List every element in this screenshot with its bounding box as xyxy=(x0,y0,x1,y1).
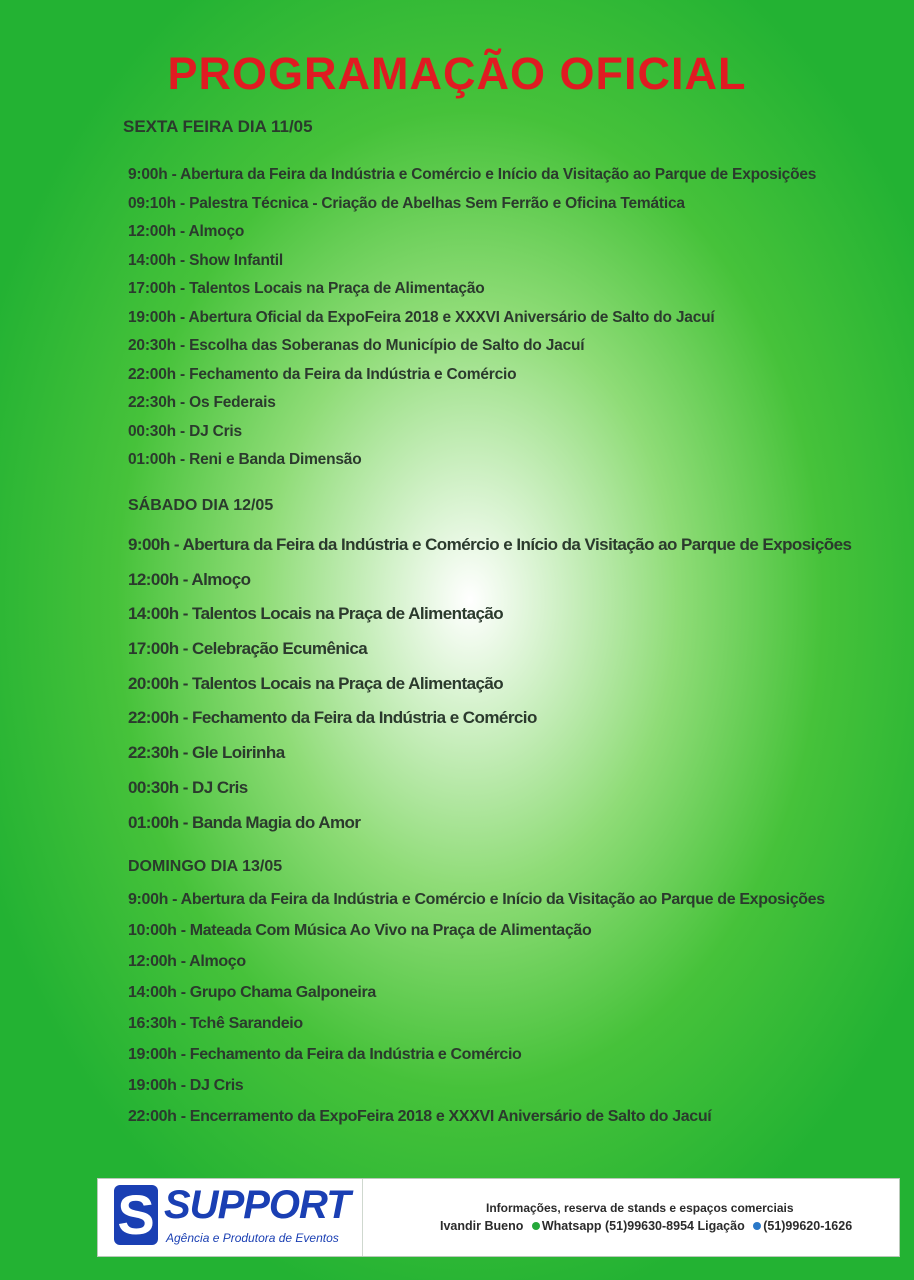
schedule-item: 16:30h - Tchê Sarandeio xyxy=(128,1015,303,1032)
day-heading-sunday: DOMINGO DIA 13/05 xyxy=(128,858,283,875)
page-title: PROGRAMAÇÃO OFICIAL xyxy=(167,48,747,99)
schedule-item: 22:30h - Os Federais xyxy=(128,394,276,411)
call-label: Ligação xyxy=(697,1219,745,1233)
schedule-item: 14:00h - Grupo Chama Galponeira xyxy=(128,984,376,1001)
schedule-item: 9:00h - Abertura da Feira da Indústria e Comércio e Início da Visitação ao Parque de Exposições xyxy=(128,166,817,183)
schedule-item: 01:00h - Banda Magia do Amor xyxy=(128,812,361,832)
schedule-item: 12:00h - Almoço xyxy=(128,569,251,589)
info-text: Informações, reserva de stands e espaços comerciais xyxy=(486,1201,794,1215)
schedule-list-friday xyxy=(128,165,816,479)
schedule-item: 12:00h - Almoço xyxy=(128,223,245,240)
schedule-item: 19:00h - DJ Cris xyxy=(128,1077,244,1094)
schedule-list-sunday xyxy=(128,889,825,1137)
contact-name: Ivandir Bueno xyxy=(440,1219,524,1233)
schedule-item: 22:30h - Gle Loirinha xyxy=(128,743,285,763)
schedule-item: 10:00h - Mateada Com Música Ao Vivo na Praça de Alimentação xyxy=(128,922,592,939)
schedule-item: 22:00h - Fechamento da Feira da Indústria e Comércio xyxy=(128,365,517,383)
schedule-item: 09:10h - Palestra Técnica - Criação de Abelhas Sem Ferrão e Oficina Temática xyxy=(128,194,685,212)
schedule-item: 17:00h - Celebração Ecumênica xyxy=(128,639,368,659)
schedule-item: 9:00h - Abertura da Feira da Indústria e Comércio e Início da Visitação ao Parque de Exposições xyxy=(128,891,825,908)
logo-s-icon: S xyxy=(114,1185,158,1245)
whatsapp-number: Whatsapp (51)99630-8954 xyxy=(541,1219,694,1233)
call-number: (51)99620-1626 xyxy=(763,1219,853,1233)
whatsapp-icon xyxy=(532,1222,540,1230)
schedule-item: 12:00h - Almoço xyxy=(128,953,246,970)
schedule-list-saturday xyxy=(128,534,851,846)
schedule-item: 19:00h - Fechamento da Feira da Indústria e Comércio xyxy=(128,1046,522,1063)
schedule-item: 00:30h - DJ Cris xyxy=(128,777,248,797)
logo-name: SUPPORT xyxy=(164,1183,350,1227)
schedule-item: 14:00h - Show Infantil xyxy=(128,251,283,269)
schedule-item: 20:00h - Talentos Locais na Praça de Alimentação xyxy=(128,673,504,693)
phone-icon xyxy=(753,1222,761,1230)
footer-banner xyxy=(97,1178,900,1257)
contact-line xyxy=(440,1219,852,1233)
schedule-item: 17:00h - Talentos Locais na Praça de Alimentação xyxy=(128,280,485,297)
schedule-item: 01:00h - Reni e Banda Dimensão xyxy=(128,451,362,468)
schedule-item: 20:30h - Escolha das Soberanas do Município de Salto do Jacuí xyxy=(128,337,585,354)
schedule-item: 22:00h - Encerramento da ExpoFeira 2018 e XXXVI Aniversário de Salto do Jacuí xyxy=(128,1108,712,1125)
schedule-item: 00:30h - DJ Cris xyxy=(128,422,242,440)
logo-tagline: Agência e Produtora de Eventos xyxy=(166,1231,339,1245)
day-heading-saturday: SÁBADO DIA 12/05 xyxy=(128,497,274,514)
schedule-item: 19:00h - Abertura Oficial da ExpoFeira 2018 e XXXVI Aniversário de Salto do Jacuí xyxy=(128,308,715,326)
support-logo xyxy=(98,1179,363,1256)
day-heading-friday: SEXTA FEIRA DIA 11/05 xyxy=(123,117,313,136)
schedule-item: 9:00h - Abertura da Feira da Indústria e Comércio e Início da Visitação ao Parque de Exposições xyxy=(128,535,852,554)
schedule-item: 22:00h - Fechamento da Feira da Indústria e Comércio xyxy=(128,708,537,728)
schedule-item: 14:00h - Talentos Locais na Praça de Alimentação xyxy=(128,604,504,624)
